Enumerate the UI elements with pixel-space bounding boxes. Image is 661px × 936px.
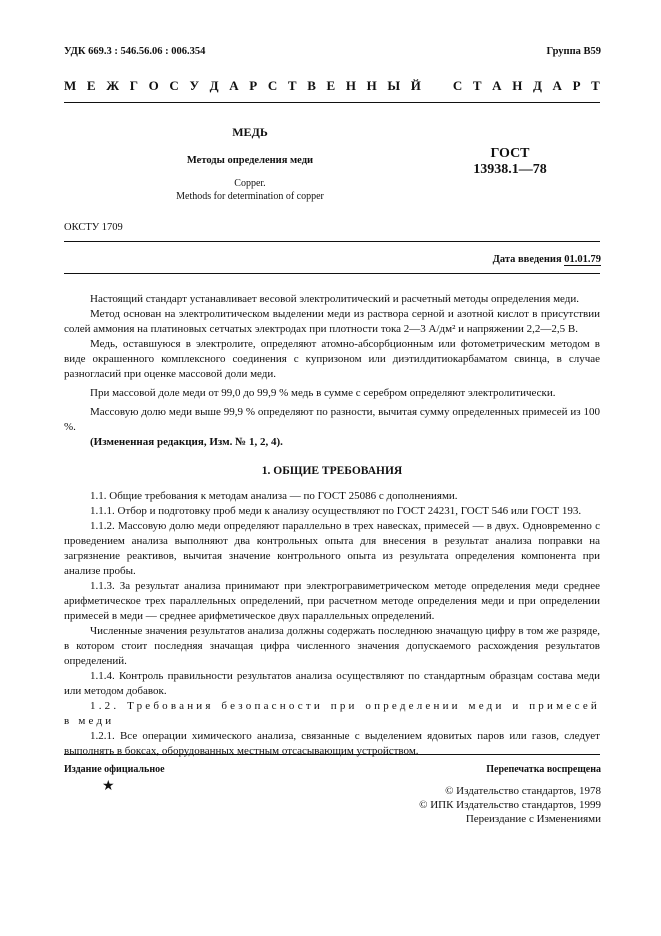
reissue-note: Переиздание с Изменениями	[465, 813, 601, 825]
official-edition: Издание официальное	[64, 764, 165, 775]
clause-1-2-1: 1.2.1. Все операции химического анализа, связанные с выделением ядовитых паров или газов, следует выполнять в боксах, оборудованных местным отсасывающим устройством.	[64, 730, 600, 757]
intro-divider	[64, 273, 600, 274]
title-block	[100, 125, 400, 203]
heading-letter: С	[452, 78, 463, 93]
heading-letter: Т	[591, 78, 600, 93]
heading-letter: У	[189, 78, 199, 93]
footer-divider	[64, 754, 600, 755]
heading-letter: Д	[532, 78, 542, 93]
english-title-line1: Copper.	[234, 178, 266, 189]
heading-letter: С	[169, 78, 179, 93]
gost-number	[450, 146, 570, 178]
heading-letter: Г	[129, 78, 139, 93]
paragraph-difference: Массовую долю меди выше 99,9 % определяют по разности, вычитая сумму определенных примесей из 100 %.	[64, 406, 600, 433]
heading-letter: Е	[86, 78, 96, 93]
intro-date-label: Дата введения	[492, 254, 562, 265]
heading-letter: В	[307, 78, 316, 93]
heading-letter: Й	[410, 78, 421, 93]
paragraph-silver: При массовой доле меди от 99,0 до 99,9 % медь в сумме с серебром определяют электролитически.	[90, 387, 556, 399]
copyright-1978: © Издательство стандартов, 1978	[445, 785, 601, 797]
heading-letter: С	[267, 78, 278, 93]
heading-letter: Ы	[387, 78, 401, 93]
english-title	[100, 177, 400, 203]
heading-letter: Р	[572, 78, 581, 93]
heading-letter: А	[552, 78, 562, 93]
paragraph-scope: Настоящий стандарт устанавливает весовой электролитический и расчетный методы определения меди.	[90, 293, 580, 305]
section-heading: 1. ОБЩИЕ ТРЕБОВАНИЯ	[261, 465, 403, 477]
heading-letter: О	[148, 78, 159, 93]
clause-1-1-1: 1.1.1. Отбор и подготовку проб меди к анализу осуществляют по ГОСТ 24231, ГОСТ 546 или ГОСТ 193.	[90, 505, 582, 517]
paragraph-amendment: (Измененная редакция, Изм. № 1, 2, 4).	[90, 436, 283, 448]
heading-letter: Р	[249, 78, 258, 93]
clause-1-1: 1.1. Общие требования к методам анализа — по ГОСТ 25086 с дополнениями.	[90, 490, 458, 502]
heading-letter: Ж	[106, 78, 120, 93]
udk-code: УДК 669.3 : 546.56.06 : 006.354	[64, 46, 206, 57]
header-divider	[64, 102, 600, 103]
copyright-block	[419, 784, 601, 826]
english-title-line2: Methods for determination of copper	[176, 191, 324, 202]
document-subtitle: Методы определения меди	[186, 155, 314, 166]
heading-letter: Т	[472, 78, 482, 93]
heading-letter: А	[492, 78, 502, 93]
gost-label: ГОСТ	[490, 146, 530, 161]
paragraph-method: Метод основан на электролитическом выделении меди из раствора серной и азотной кислот в присутствии солей аммония на платиновых сетчатых электродах при плотности тока 2—3 А/дм² и напряжении 2,2—2,5 В.	[64, 308, 600, 335]
intro-date-value: 01.01.79	[564, 254, 601, 265]
clause-1-1-4: 1.1.4. Контроль правильности результатов анализа осуществляют по стандартным образцам состава меди или методом добавок.	[64, 670, 600, 697]
heading-letter: Н	[512, 78, 523, 93]
clause-1-1-3-numeric: Численные значения результатов анализа должны содержать последнюю значащую цифру в том же разряде, в котором стоит последняя значащая цифра численного значения допускаемого расхождения результатов определений.	[64, 625, 600, 667]
document-body	[64, 292, 600, 759]
clause-1-1-3: 1.1.3. За результат анализа принимают при электрогравиметрическом методе определения меди среднее арифметическое трех параллельных определений, при расчетном методе определения меди и при определении примесей в меди — среднее арифметическое двух параллельных определений.	[64, 580, 600, 622]
heading-letter: А	[229, 78, 239, 93]
document-title: МЕДЬ	[232, 125, 268, 139]
okstu-divider	[64, 241, 600, 242]
heading-letter: Т	[287, 78, 297, 93]
interstate-standard-heading	[64, 78, 600, 94]
gost-code: 13938.1—78	[473, 162, 547, 177]
clause-1-1-2: 1.1.2. Массовую долю меди определяют параллельно в трех навесках, примесей — в двух. Одновременно с проведением анализа выполняют два контрольных опыта для внесения в результат анализа поправки на загрязнение реактивов, вычитая значение контрольного опыта из результата определения компонента при анализе пробы.	[64, 520, 600, 577]
introduction-date	[493, 254, 601, 265]
heading-letter: Н	[366, 78, 377, 93]
star-icon: ★	[102, 779, 115, 794]
clause-1-2: 1.2. Требования безопасности при определении меди и примесей в меди	[64, 700, 600, 727]
paragraph-remaining-copper: Медь, оставшуюся в электролите, определяют атомно-абсорбционным или фотометрическим методом в виде окрашенного комплексного соединения с купризоном или диэтилдитиокарбаматом свинца, в случае разногласий при оценке массовой доли меди.	[64, 338, 600, 380]
heading-letter: Е	[326, 78, 336, 93]
okstu-code: ОКСТУ 1709	[64, 222, 123, 233]
heading-letter: Н	[345, 78, 356, 93]
heading-letter: Д	[209, 78, 219, 93]
group-code: Группа В59	[546, 46, 601, 57]
heading-letter: М	[64, 78, 77, 93]
reprint-prohibited: Перепечатка воспрещена	[486, 764, 601, 775]
copyright-1999: © ИПК Издательство стандартов, 1999	[419, 799, 601, 811]
